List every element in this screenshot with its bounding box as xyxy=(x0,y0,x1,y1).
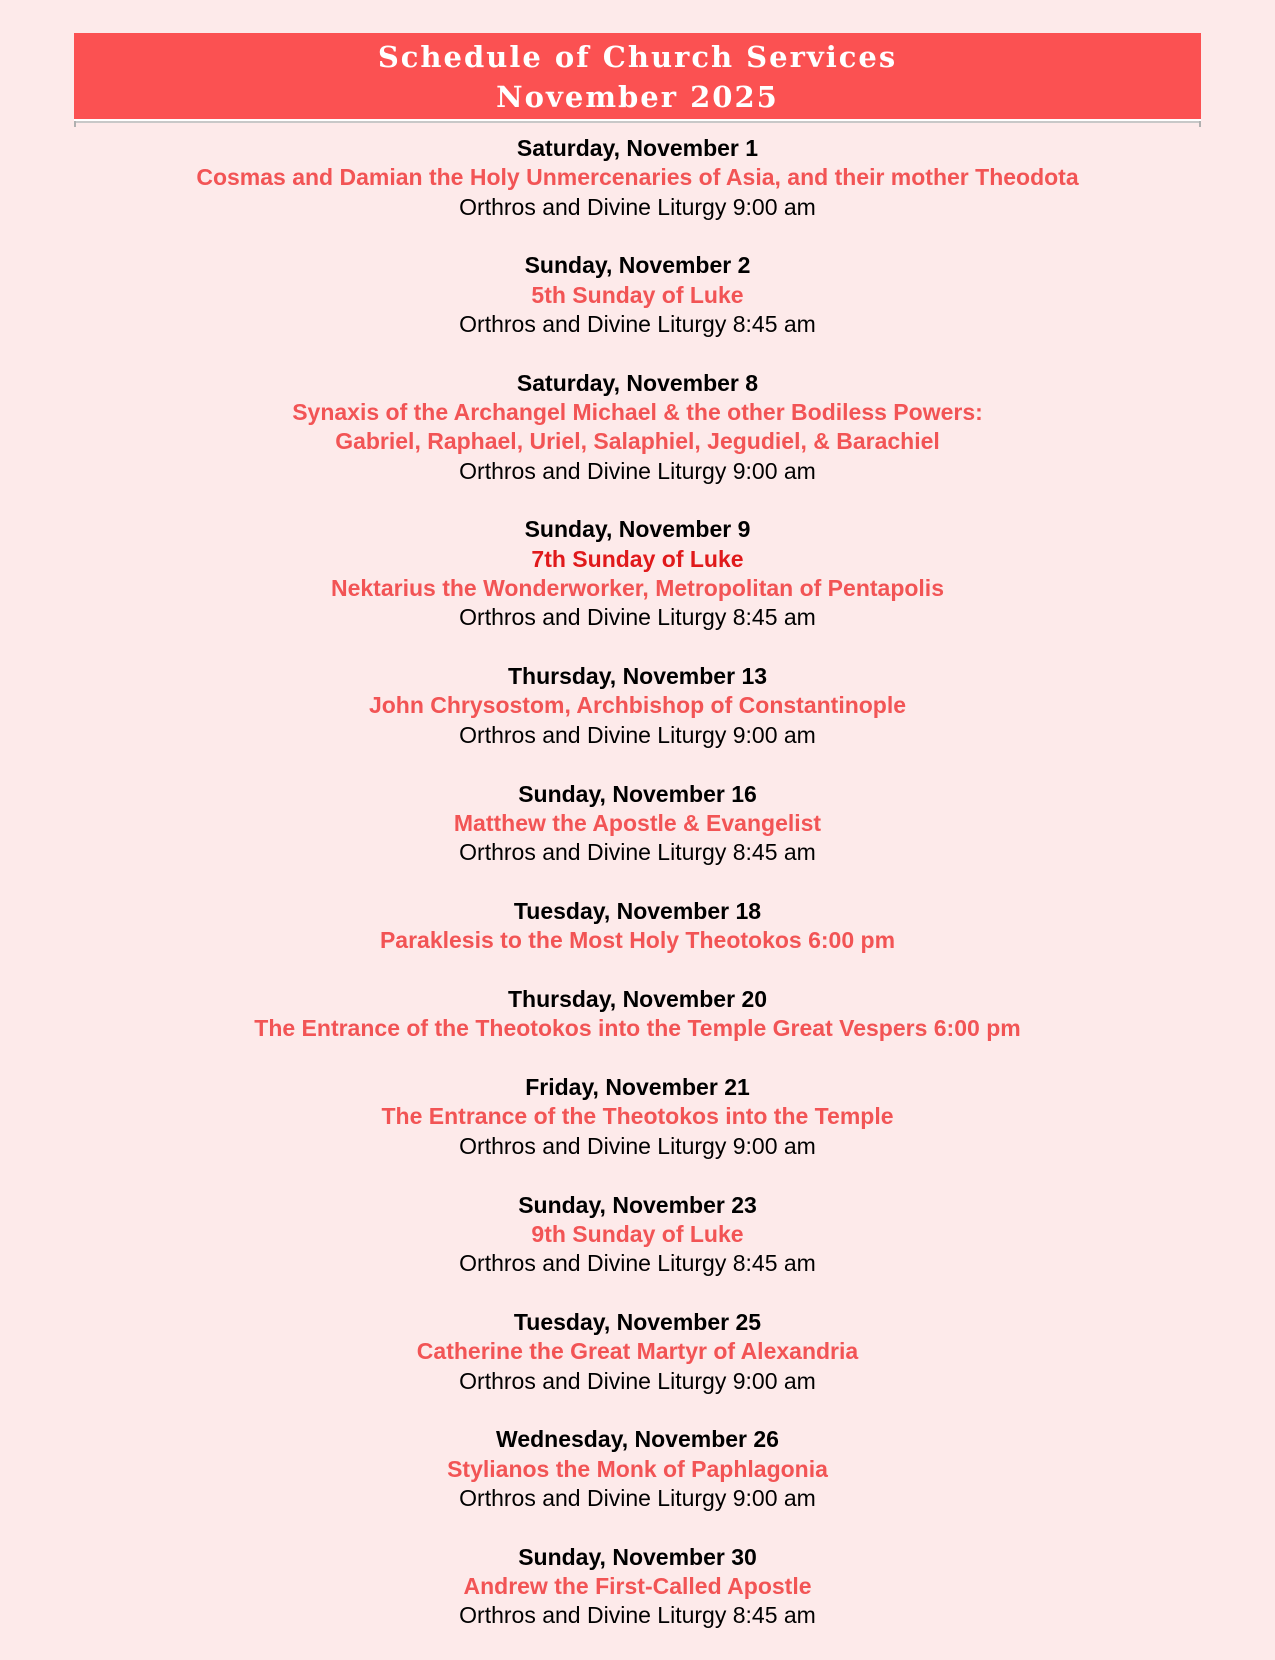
entry-date: Sunday, November 23 xyxy=(518,1191,757,1218)
schedule-entry xyxy=(0,985,1275,1044)
entry-feast: The Entrance of the Theotokos into the Temple xyxy=(381,1103,894,1130)
entry-date: Sunday, November 30 xyxy=(518,1543,757,1570)
entry-date: Sunday, November 2 xyxy=(524,252,751,279)
entry-feast: Gabriel, Raphael, Uriel, Salaphiel, Jegudiel, & Barachiel xyxy=(335,428,940,455)
entry-service: Orthros and Divine Liturgy 9:00 am xyxy=(459,193,816,220)
entry-feast: 5th Sunday of Luke xyxy=(531,281,744,308)
entry-service: Orthros and Divine Liturgy 9:00 am xyxy=(459,1367,816,1394)
entry-feast: Paraklesis to the Most Holy Theotokos 6:00 pm xyxy=(379,927,896,954)
entry-service: Orthros and Divine Liturgy 9:00 am xyxy=(459,721,816,748)
entry-date: Wednesday, November 26 xyxy=(496,1426,779,1453)
entry-feast: Synaxis of the Archangel Michael & the other Bodiless Powers: xyxy=(292,399,983,426)
schedule-header xyxy=(74,33,1201,121)
page-title: Schedule of Church Services xyxy=(377,40,898,74)
entry-service: Orthros and Divine Liturgy 8:45 am xyxy=(459,1250,816,1277)
entry-service: Orthros and Divine Liturgy 8:45 am xyxy=(459,310,816,337)
schedule-entry xyxy=(0,1191,1275,1279)
entry-date: Sunday, November 16 xyxy=(518,780,757,807)
entry-service: Orthros and Divine Liturgy 9:00 am xyxy=(459,1132,816,1159)
entry-feast: Cosmas and Damian the Holy Unmercenaries of Asia, and their mother Theodota xyxy=(196,164,1079,191)
schedule-entry xyxy=(0,1425,1275,1513)
schedule-entry xyxy=(0,251,1275,339)
schedule-entry xyxy=(0,134,1275,222)
entry-date: Tuesday, November 25 xyxy=(513,1308,762,1335)
entry-date: Tuesday, November 18 xyxy=(513,897,762,924)
schedule-entry xyxy=(0,780,1275,868)
entry-feast: 9th Sunday of Luke xyxy=(531,1220,744,1247)
schedule-entry xyxy=(0,1543,1275,1631)
entry-feast: Stylianos the Monk of Paphlagonia xyxy=(447,1455,828,1482)
entry-date: Saturday, November 8 xyxy=(516,369,759,396)
schedule-list xyxy=(0,134,1275,1660)
schedule-entry xyxy=(0,1308,1275,1396)
schedule-entry xyxy=(0,515,1275,632)
entry-feast: Matthew the Apostle & Evangelist xyxy=(453,809,822,836)
schedule-entry xyxy=(0,897,1275,956)
entry-date: Thursday, November 20 xyxy=(507,986,768,1013)
entry-date: Sunday, November 9 xyxy=(524,516,751,543)
schedule-entry xyxy=(0,1073,1275,1161)
entry-feast-emphasis: 7th Sunday of Luke xyxy=(531,545,744,572)
entry-date: Friday, November 21 xyxy=(525,1074,750,1101)
entry-date: Thursday, November 13 xyxy=(507,663,768,690)
entry-service: Orthros and Divine Liturgy 8:45 am xyxy=(459,1602,816,1629)
entry-date: Saturday, November 1 xyxy=(516,135,759,161)
header-edge-right xyxy=(1199,121,1201,127)
page-subtitle: November 2025 xyxy=(496,80,779,114)
entry-feast: Catherine the Great Martyr of Alexandria xyxy=(416,1338,859,1365)
entry-service: Orthros and Divine Liturgy 8:45 am xyxy=(459,839,816,866)
entry-service: Orthros and Divine Liturgy 8:45 am xyxy=(459,604,816,631)
header-edge-left xyxy=(74,121,76,127)
entry-feast: Andrew the First-Called Apostle xyxy=(463,1572,812,1599)
entry-service: Orthros and Divine Liturgy 9:00 am xyxy=(459,1484,816,1511)
entry-service: Orthros and Divine Liturgy 9:00 am xyxy=(459,457,816,484)
entry-feast: The Entrance of the Theotokos into the Temple Great Vespers 6:00 pm xyxy=(254,1015,1021,1042)
entry-feast: Nektarius the Wonderworker, Metropolitan of Pentapolis xyxy=(330,575,944,602)
schedule-entry xyxy=(0,369,1275,486)
schedule-entry xyxy=(0,662,1275,750)
entry-feast: John Chrysostom, Archbishop of Constantinople xyxy=(368,692,907,719)
